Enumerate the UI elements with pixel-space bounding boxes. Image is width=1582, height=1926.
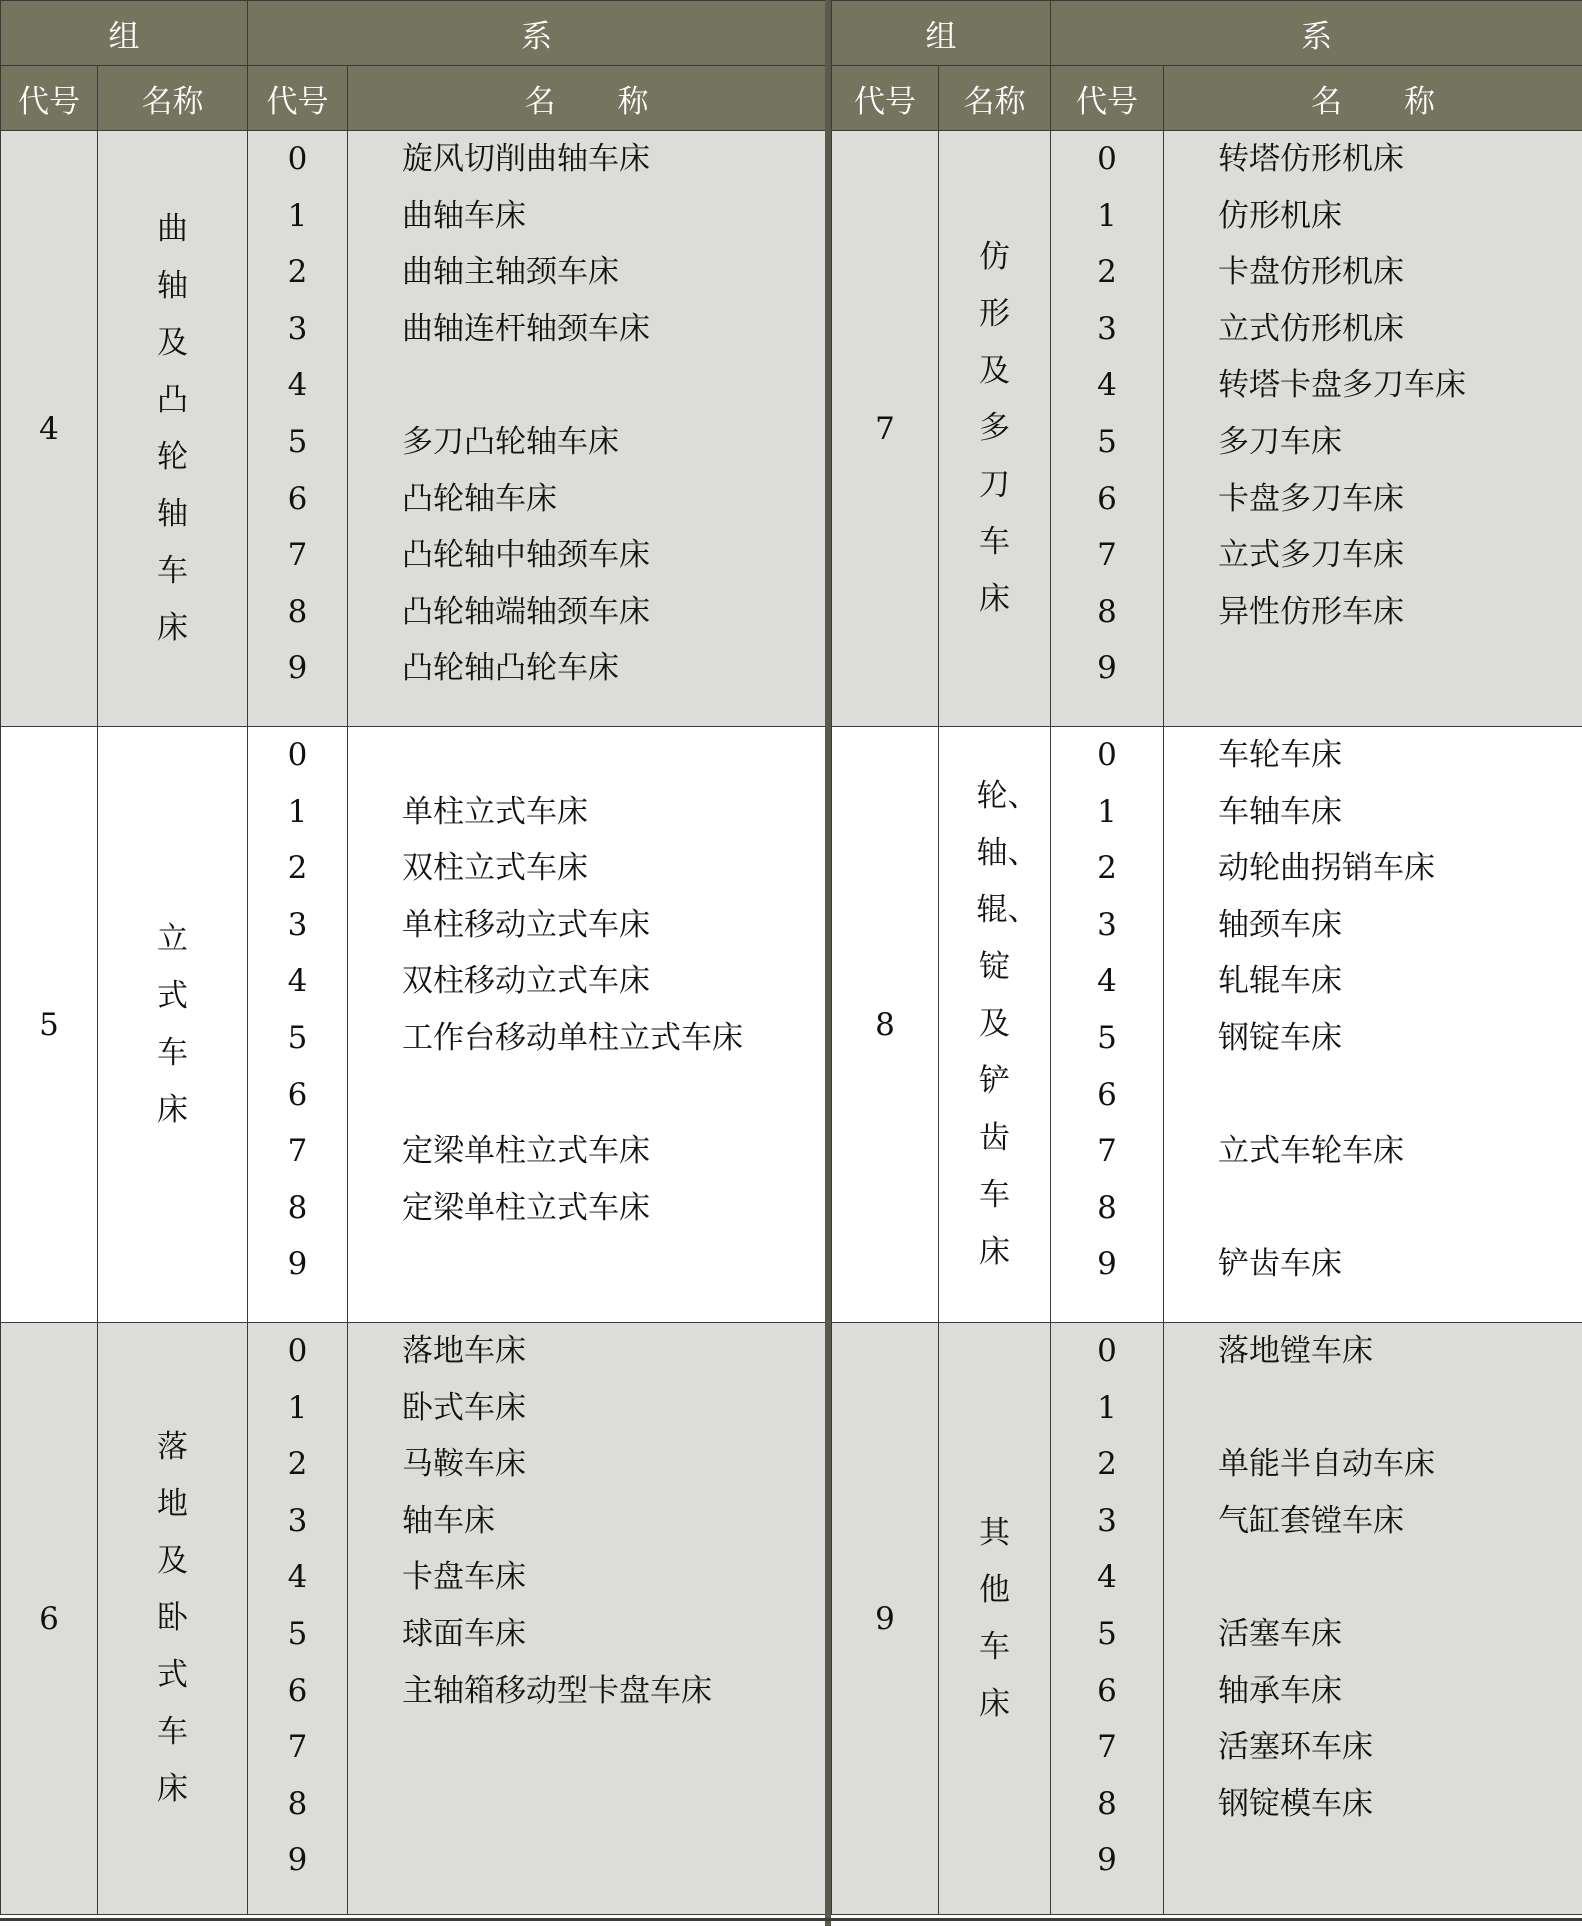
- series-code: 7: [1097, 1729, 1117, 1766]
- series-name: 落地车床: [402, 1333, 526, 1369]
- right-subheader-row: [832, 66, 1582, 131]
- series-name: 轴承车床: [1218, 1672, 1342, 1709]
- series-code: 7: [287, 537, 308, 574]
- group-name: 仿形及多刀车床: [979, 239, 1010, 617]
- series-code: 5: [1097, 1615, 1117, 1652]
- series-code: 2: [1097, 254, 1117, 291]
- series-name: [348, 727, 825, 784]
- series-code: 9: [287, 1246, 308, 1283]
- series-name: 落地镗车床: [1218, 1333, 1373, 1369]
- series-name: 异性仿形车床: [1218, 593, 1404, 630]
- series-code: 2: [1097, 1446, 1117, 1483]
- series-code: 7: [287, 1729, 308, 1766]
- series-name: 卡盘车床: [402, 1559, 526, 1596]
- series-code: 5: [287, 1019, 308, 1056]
- series-code: 4: [287, 1559, 308, 1596]
- group-row: [832, 1323, 1582, 1915]
- series-code: 4: [1097, 1559, 1117, 1596]
- series-code: 3: [1097, 1502, 1117, 1539]
- series-name: 凸轮轴凸轮车床: [402, 650, 619, 687]
- group-name-header: 名称: [98, 66, 248, 131]
- series-name: 立式多刀车床: [1218, 537, 1404, 574]
- series-name: 钢锭模车床: [1218, 1785, 1373, 1822]
- group-name: 曲轴及凸轮轴车床: [157, 210, 188, 646]
- series-code: 6: [287, 480, 308, 517]
- group-name: 轮、轴、辊、锭及铲齿车床: [976, 778, 1039, 1270]
- series-code: 0: [287, 141, 308, 177]
- series-code: 6: [1097, 1076, 1117, 1113]
- series-code: 4: [1097, 367, 1117, 404]
- series-name: 动轮曲拐销车床: [1218, 850, 1435, 887]
- series-code: 0: [287, 1333, 308, 1369]
- series-code: 2: [287, 1446, 308, 1483]
- group-row: [1, 727, 826, 1323]
- group-header: 组: [1, 1, 248, 66]
- series-name: [348, 1776, 825, 1833]
- series-name: 钢锭车床: [1218, 1019, 1342, 1056]
- series-name: 球面车床: [402, 1615, 526, 1652]
- series-name: 曲轴主轴颈车床: [402, 254, 619, 291]
- series-code: 5: [287, 1615, 308, 1652]
- series-name: 马鞍车床: [402, 1446, 526, 1483]
- group-code: 9: [832, 1323, 939, 1915]
- series-name: 多刀车床: [1218, 423, 1342, 460]
- series-code: 8: [1097, 1785, 1117, 1822]
- group-name: 立式车床: [157, 920, 188, 1128]
- group-code: 6: [1, 1323, 98, 1915]
- series-code: 6: [1097, 1672, 1117, 1709]
- series-codes: [248, 131, 348, 727]
- series-code: 1: [287, 197, 308, 234]
- series-name: 立式仿形机床: [1218, 310, 1404, 347]
- series-name: 转塔卡盘多刀车床: [1218, 367, 1466, 404]
- series-names: [1164, 1323, 1582, 1915]
- series-code-header: 代号: [1051, 66, 1164, 131]
- group-row: [1, 1323, 826, 1915]
- series-name: [1164, 1067, 1582, 1124]
- series-code: 5: [1097, 1019, 1117, 1056]
- series-code: 8: [287, 1189, 308, 1226]
- left-subheader-row: [1, 66, 826, 131]
- series-code: 9: [1097, 1842, 1117, 1879]
- series-header: 系: [1051, 1, 1582, 66]
- series-code: 2: [1097, 850, 1117, 887]
- series-name: 轴车床: [402, 1502, 495, 1539]
- series-name: 转塔仿形机床: [1218, 141, 1404, 177]
- series-header: 系: [248, 1, 826, 66]
- series-code: 7: [1097, 537, 1117, 574]
- series-code: 8: [287, 593, 308, 630]
- group-code: 7: [832, 131, 939, 727]
- group-code-header: 代号: [1, 66, 98, 131]
- bottom-rule: [0, 1918, 1582, 1921]
- group-row: [832, 131, 1582, 727]
- series-name: 定梁单柱立式车床: [402, 1189, 650, 1226]
- series-name: 立式车轮车床: [1218, 1133, 1404, 1170]
- series-name: 活塞环车床: [1218, 1729, 1373, 1766]
- series-code: 3: [287, 310, 308, 347]
- series-name: 单柱移动立式车床: [402, 906, 650, 943]
- series-code: 5: [287, 423, 308, 460]
- series-name: 卡盘仿形机床: [1218, 254, 1404, 291]
- series-names: [1164, 727, 1582, 1323]
- series-name-header: 名 称: [1164, 66, 1582, 131]
- series-name: 车轮车床: [1218, 737, 1342, 773]
- series-name: 凸轮轴中轴颈车床: [402, 537, 650, 574]
- group-name: 其他车床: [979, 1514, 1010, 1722]
- series-code: 3: [1097, 906, 1117, 943]
- group-row: [1, 131, 826, 727]
- series-name: 曲轴连杆轴颈车床: [402, 310, 650, 347]
- series-codes: [1051, 727, 1164, 1323]
- series-code: 7: [287, 1133, 308, 1170]
- group-name-header: 名称: [939, 66, 1051, 131]
- series-code: 6: [1097, 480, 1117, 517]
- series-name: [1164, 640, 1582, 697]
- series-name: 凸轮轴车床: [402, 480, 557, 517]
- series-code: 9: [287, 650, 308, 687]
- series-code: 5: [1097, 423, 1117, 460]
- series-names: [1164, 131, 1582, 727]
- series-code: 2: [287, 254, 308, 291]
- series-name: 车轴车床: [1218, 793, 1342, 830]
- series-name: [348, 1832, 825, 1889]
- series-names: [348, 131, 826, 727]
- group-code: 4: [1, 131, 98, 727]
- series-name-header: 名 称: [348, 66, 826, 131]
- series-name: 双柱移动立式车床: [402, 963, 650, 1000]
- series-code: 2: [287, 850, 308, 887]
- series-name: 凸轮轴端轴颈车床: [402, 593, 650, 630]
- series-name: 轴颈车床: [1218, 906, 1342, 943]
- series-name: [348, 357, 825, 414]
- series-name: 铲齿车床: [1218, 1246, 1342, 1283]
- series-code: 3: [287, 906, 308, 943]
- group-code: 5: [1, 727, 98, 1323]
- series-codes: [248, 727, 348, 1323]
- series-code: 1: [1097, 793, 1117, 830]
- series-code: 4: [287, 367, 308, 404]
- right-classification-table: [831, 0, 1582, 1915]
- series-name: [1164, 1832, 1582, 1889]
- series-codes: [1051, 131, 1164, 727]
- series-name: 主轴箱移动型卡盘车床: [402, 1672, 712, 1709]
- series-codes: [1051, 1323, 1164, 1915]
- series-name: 单能半自动车床: [1218, 1446, 1435, 1483]
- group-code: 8: [832, 727, 939, 1323]
- left-header-row: [1, 1, 826, 66]
- series-code: 1: [287, 793, 308, 830]
- series-name: 双柱立式车床: [402, 850, 588, 887]
- series-code: 6: [287, 1076, 308, 1113]
- series-name: 仿形机床: [1218, 197, 1342, 234]
- group-row: [832, 727, 1582, 1323]
- group-code-header: 代号: [832, 66, 939, 131]
- series-name: [1164, 1380, 1582, 1437]
- series-code: 7: [1097, 1133, 1117, 1170]
- series-code: 0: [1097, 737, 1117, 773]
- series-name: [1164, 1180, 1582, 1237]
- series-name: 多刀凸轮轴车床: [402, 423, 619, 460]
- series-name: 曲轴车床: [402, 197, 526, 234]
- series-name: 活塞车床: [1218, 1615, 1342, 1652]
- series-names: [348, 727, 826, 1323]
- series-code-header: 代号: [248, 66, 348, 131]
- series-code: 1: [1097, 197, 1117, 234]
- series-code: 8: [287, 1785, 308, 1822]
- right-header-row: [832, 1, 1582, 66]
- series-name: 旋风切削曲轴车床: [402, 141, 650, 177]
- series-code: 8: [1097, 1189, 1117, 1226]
- group-name: 落地及卧式车床: [157, 1429, 188, 1807]
- series-code: 4: [287, 963, 308, 1000]
- series-names: [348, 1323, 826, 1915]
- series-code: 9: [287, 1842, 308, 1879]
- series-code: 9: [1097, 650, 1117, 687]
- series-codes: [248, 1323, 348, 1915]
- series-code: 0: [1097, 1333, 1117, 1369]
- series-name: 卧式车床: [402, 1389, 526, 1426]
- series-name: 气缸套镗车床: [1218, 1502, 1404, 1539]
- series-code: 3: [287, 1502, 308, 1539]
- series-code: 6: [287, 1672, 308, 1709]
- series-code: 4: [1097, 963, 1117, 1000]
- series-code: 1: [287, 1389, 308, 1426]
- series-code: 9: [1097, 1246, 1117, 1283]
- series-code: 1: [1097, 1389, 1117, 1426]
- series-code: 8: [1097, 593, 1117, 630]
- series-name: 轧辊车床: [1218, 963, 1342, 1000]
- series-name: [348, 1067, 825, 1124]
- series-name: [348, 1236, 825, 1293]
- series-code: 3: [1097, 310, 1117, 347]
- series-name: 工作台移动单柱立式车床: [402, 1019, 743, 1056]
- series-code: 0: [1097, 141, 1117, 177]
- series-name: 单柱立式车床: [402, 793, 588, 830]
- group-header: 组: [832, 1, 1051, 66]
- series-name: [348, 1719, 825, 1776]
- series-name: [1164, 1549, 1582, 1606]
- series-name: 卡盘多刀车床: [1218, 480, 1404, 517]
- series-code: 0: [287, 737, 308, 773]
- series-name: 定梁单柱立式车床: [402, 1133, 650, 1170]
